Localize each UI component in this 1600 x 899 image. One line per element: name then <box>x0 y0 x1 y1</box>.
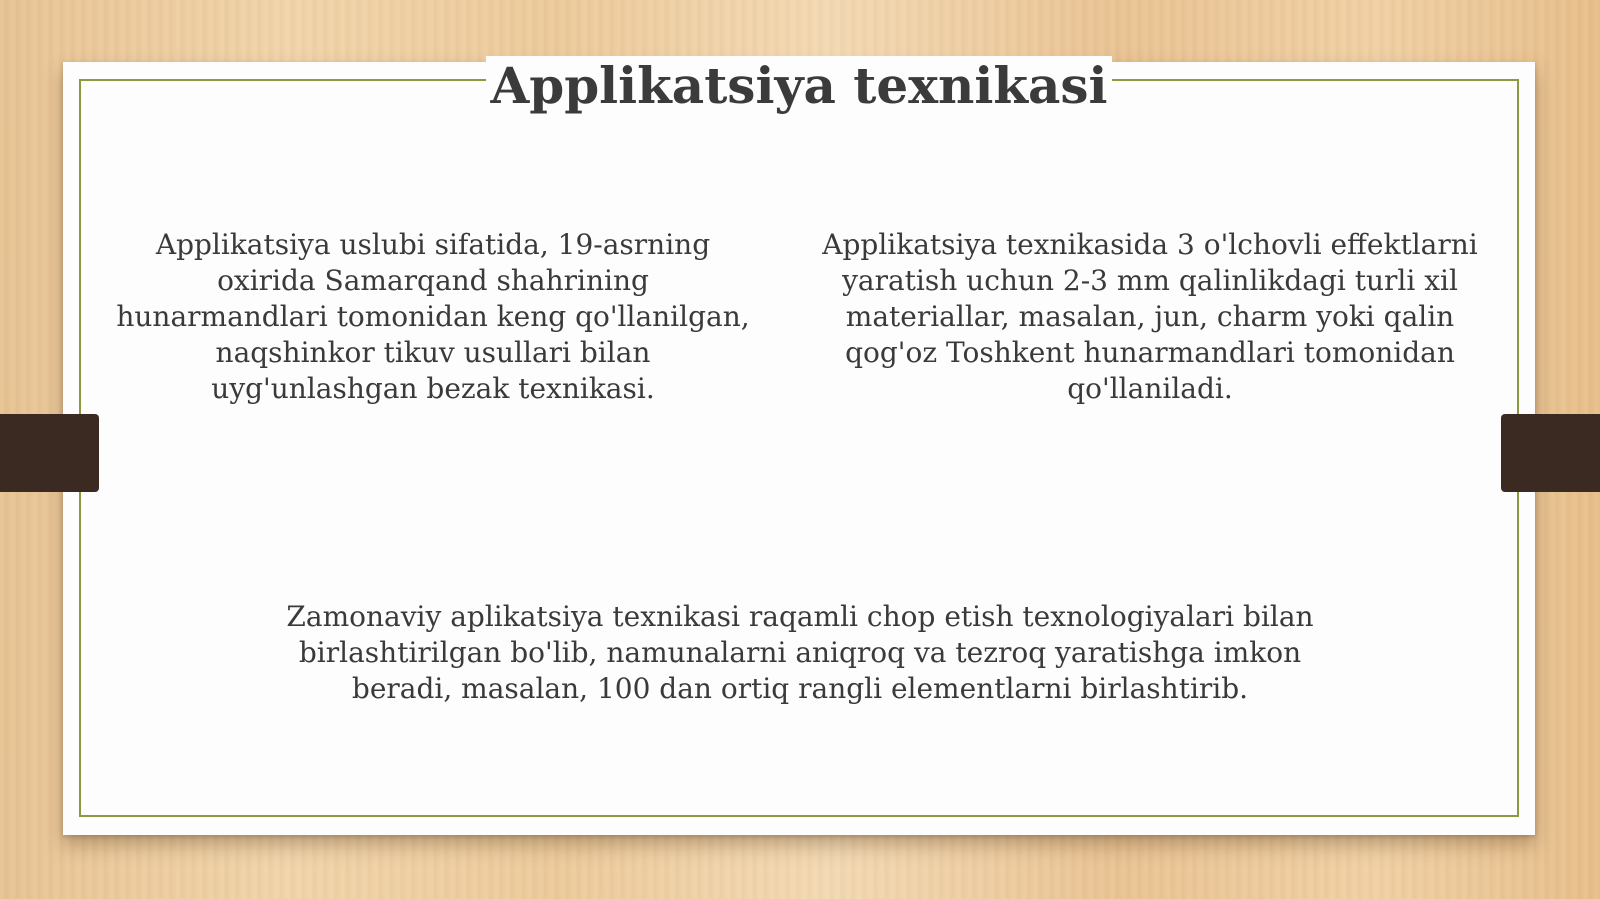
right-decor-tab <box>1501 414 1600 492</box>
slide-title <box>79 56 1519 116</box>
slide-title-text: Applikatsiya texnikasi <box>486 56 1111 115</box>
left-paragraph: Applikatsiya uslubi sifatida, 19-asrning oxirida Samarqand shahrining hunarmandlari tomonidan keng qo'llanilgan, naqshinkor tikuv usullari bilan uyg'unlashgan bezak texnikasi. <box>116 228 750 405</box>
right-paragraph: Applikatsiya texnikasida 3 o'lchovli effektlarni yaratish uchun 2-3 mm qalinlikdagi turli xil materiallar, masalan, jun, charm yoki qalin qog'oz Toshkent hunarmandlari tomonidan qo'llaniladi. <box>822 228 1478 405</box>
bottom-paragraph: Zamonaviy aplikatsiya texnikasi raqamli chop etish texnologiyalari bilan birlashtirilgan bo'lib, namunalarni aniqroq va tezroq yaratishga imkon beradi, masalan, 100 dan ortiq rangli elementlarni birlashtirib. <box>286 600 1314 705</box>
left-decor-tab <box>0 414 99 492</box>
